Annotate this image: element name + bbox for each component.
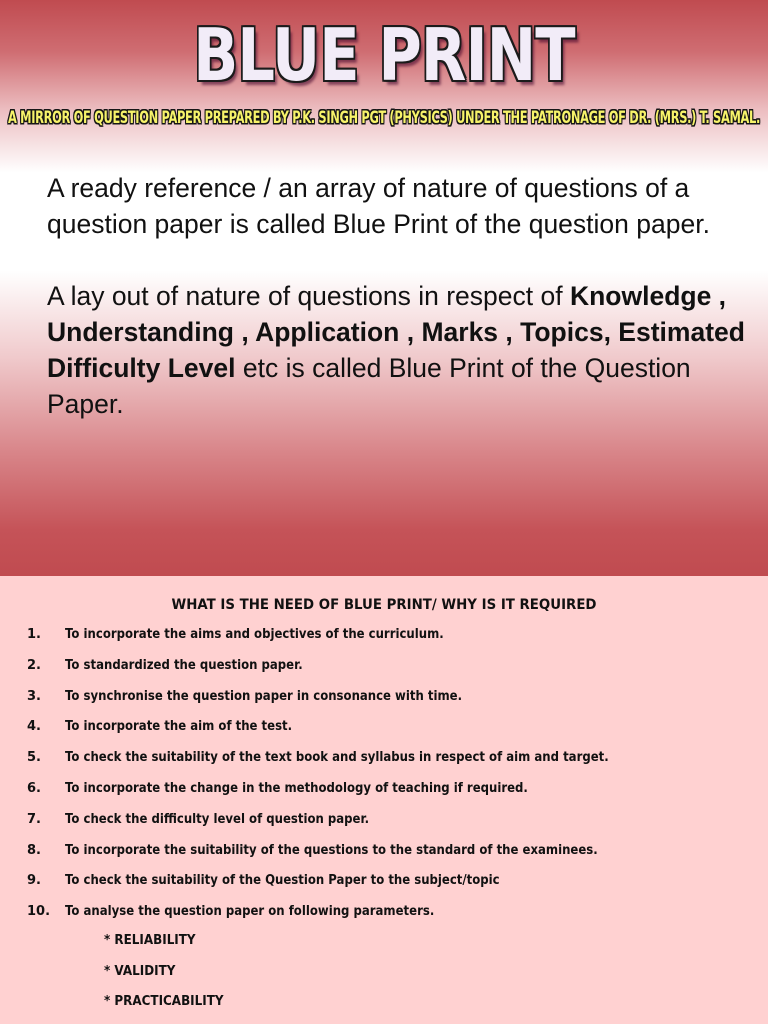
slide-title	[69, 12, 699, 98]
definition-paragraph-2-intro: A lay out of nature of questions in respect of	[47, 281, 563, 311]
list-item	[0, 903, 768, 934]
list-item-text: To check the difficulty level of question paper.	[65, 811, 370, 827]
parameter-item	[0, 993, 768, 1024]
list-item-number: 7.	[27, 811, 41, 827]
need-heading: WHAT IS THE NEED OF BLUE PRINT/ WHY IS IT REQUIRED	[171, 597, 597, 613]
list-item-number: 9.	[27, 873, 41, 889]
list-item-number: 5.	[27, 750, 41, 766]
definition-body	[47, 170, 747, 422]
list-item	[0, 842, 768, 873]
list-item	[0, 811, 768, 842]
definition-paragraph-2-keywords: Knowledge , Understanding , Application , Marks , Topics, Estimated Difficulty Level	[47, 281, 745, 383]
list-item-text: To incorporate the aim of the test.	[65, 719, 293, 735]
list-item-number: 8.	[27, 842, 41, 858]
list-item-text: To standardized the question paper.	[65, 657, 303, 673]
definition-paragraph-1: A ready reference / an array of nature of questions of a question paper is called Blue Print of the question paper.	[47, 173, 710, 239]
list-item	[0, 749, 768, 780]
parameter-text: * RELIABILITY	[104, 933, 196, 948]
list-item-number: 3.	[27, 688, 41, 704]
slide-need	[0, 576, 768, 1024]
parameter-item	[0, 932, 768, 963]
list-item-number: 10.	[27, 904, 51, 920]
list-item-text: To synchronise the question paper in consonance with time.	[65, 688, 463, 704]
list-item-text: To check the suitability of the Question Paper to the subject/topic	[65, 873, 500, 889]
list-item	[0, 872, 768, 903]
list-item-number: 1.	[27, 627, 41, 642]
list-item	[0, 657, 768, 688]
list-item	[0, 718, 768, 749]
slide-title-text: BLUE PRINT	[193, 13, 575, 97]
need-list	[0, 626, 768, 934]
parameter-text: * VALIDITY	[104, 963, 176, 979]
definition-paragraph-2	[47, 278, 747, 422]
list-item-text: To incorporate the suitability of the questions to the standard of the examinees.	[65, 842, 598, 858]
list-item-number: 2.	[27, 657, 41, 673]
slide-subtitle-scale	[8, 108, 760, 128]
slide-subtitle-text: A MIRROR OF QUESTION PAPER PREPARED BY P.K. SINGH PGT (PHYSICS) UNDER THE PATRONAGE OF DR. (MRS.) T. SAMAL.	[7, 108, 761, 128]
parameter-list	[0, 932, 768, 1024]
parameter-text: * PRACTICABILITY	[104, 994, 224, 1009]
list-item-text: To incorporate the change in the methodology of teaching if required.	[65, 780, 528, 796]
list-item-text: To check the suitability of the text book and syllabus in respect of aim and target.	[65, 750, 609, 766]
list-item-text: To incorporate the aims and objectives of the curriculum.	[65, 627, 444, 642]
list-item-number: 4.	[27, 719, 41, 735]
slide-subtitle	[0, 108, 768, 138]
list-item-number: 6.	[27, 780, 41, 796]
parameter-item	[0, 963, 768, 994]
definition-paragraph-2-end: etc is called Blue Print of the Question Paper.	[47, 353, 691, 419]
list-item	[0, 780, 768, 811]
list-item-text: To analyse the question paper on following parameters.	[65, 904, 435, 920]
list-item	[0, 688, 768, 719]
list-item	[0, 626, 768, 657]
